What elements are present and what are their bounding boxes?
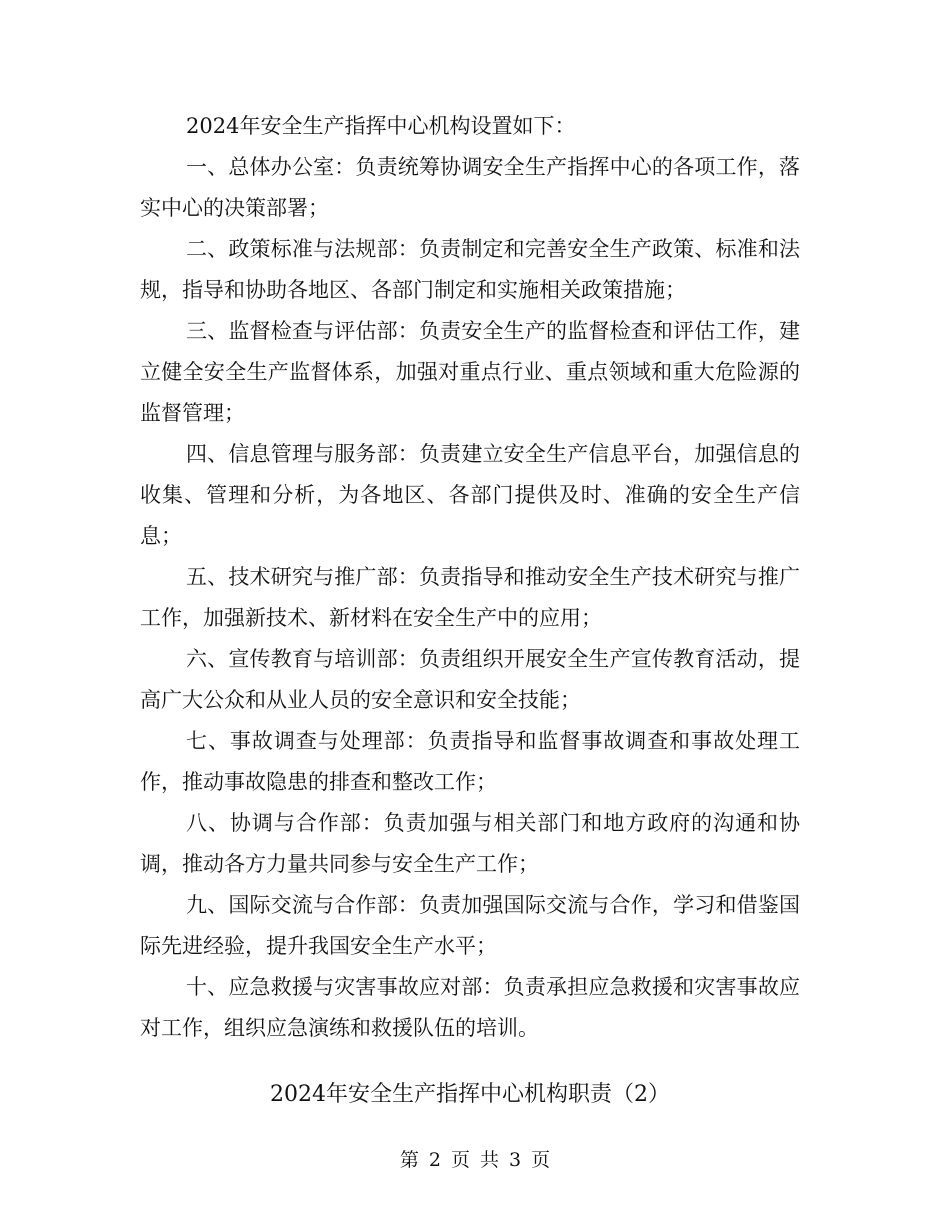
paragraph-international-exchange: 九、国际交流与合作部：负责加强国际交流与合作，学习和借鉴国际先进经验，提升我国安全生产水平；: [140, 893, 800, 958]
section-title: 2024年安全生产指挥中心机构职责（2）: [270, 1082, 670, 1107]
paragraph-education-training: 六、宣传教育与培训部：负责组织开展安全生产宣传教育活动，提高广大公众和从业人员的安全意识和安全技能；: [140, 647, 800, 712]
paragraph-technology-research: 五、技术研究与推广部：负责指导和推动安全生产技术研究与推广工作，加强新技术、新材料在安全生产中的应用；: [140, 565, 800, 630]
paragraph-coordination: 八、协调与合作部：负责加强与相关部门和地方政府的沟通和协调，推动各方力量共同参与安全生产工作；: [140, 811, 800, 876]
document-body: [140, 106, 800, 1049]
paragraph-supervision-evaluation: 三、监督检查与评估部：负责安全生产的监督检查和评估工作，建立健全安全生产监督体系，加强对重点行业、重点领域和重大危险源的监督管理；: [140, 319, 800, 425]
paragraph-emergency-rescue: 十、应急救援与灾害事故应对部：负责承担应急救援和灾害事故应对工作，组织应急演练和救援队伍的培训。: [140, 975, 800, 1040]
intro-paragraph: 2024年安全生产指挥中心机构设置如下：: [186, 114, 576, 138]
page-footer: 第 2 页 共 3 页: [399, 1149, 551, 1171]
paragraph-general-office: 一、总体办公室：负责统筹协调安全生产指挥中心的各项工作，落实中心的决策部署；: [140, 155, 800, 220]
paragraph-policy-standards: 二、政策标准与法规部：负责制定和完善安全生产政策、标准和法规，指导和协助各地区、各部门制定和实施相关政策措施；: [140, 237, 800, 302]
paragraph-accident-investigation: 七、事故调查与处理部：负责指导和监督事故调查和事故处理工作，推动事故隐患的排查和整改工作；: [140, 729, 800, 794]
paragraph-information-management: 四、信息管理与服务部：负责建立安全生产信息平台，加强信息的收集、管理和分析，为各地区、各部门提供及时、准确的安全生产信息；: [140, 442, 800, 548]
